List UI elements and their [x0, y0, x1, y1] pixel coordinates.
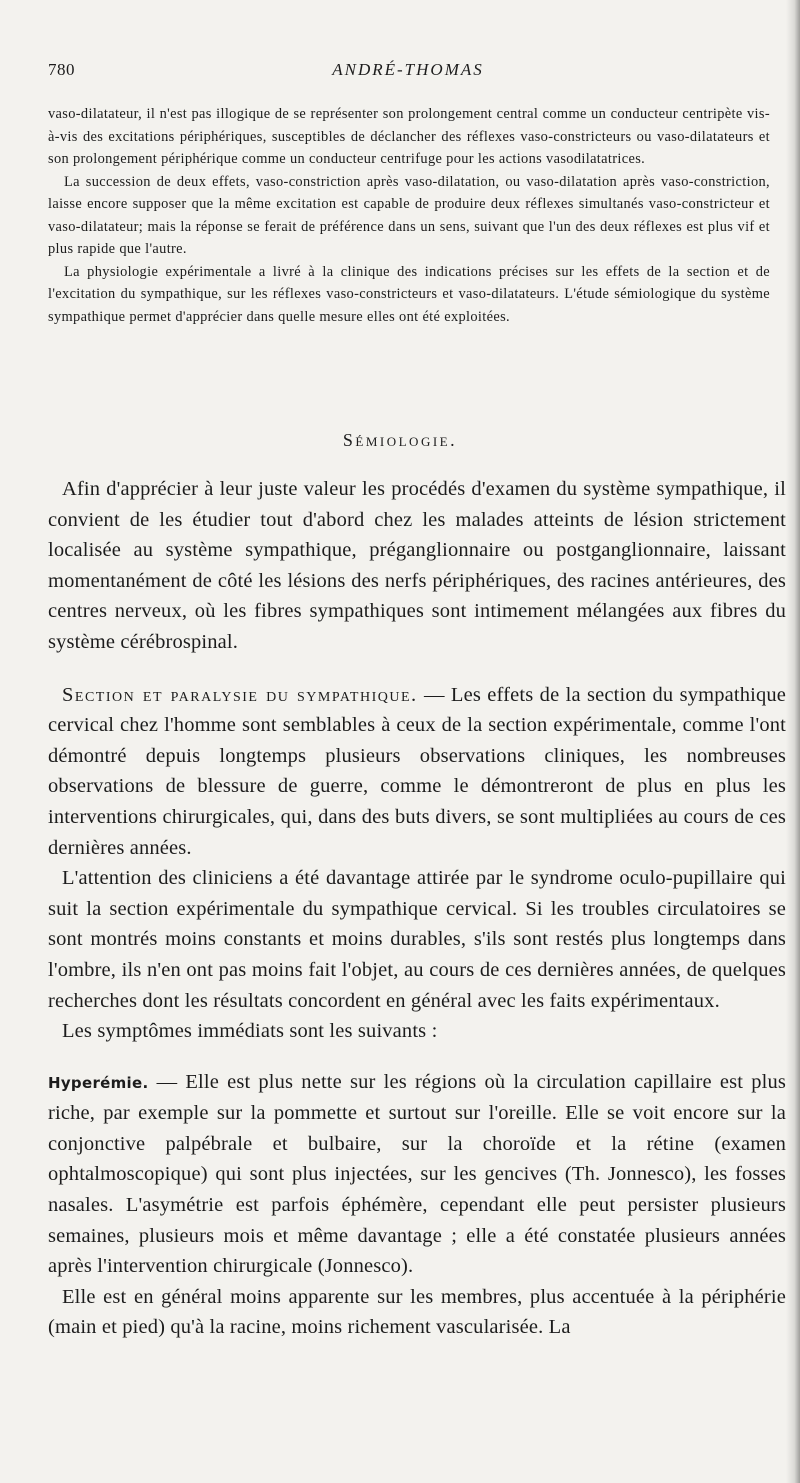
symptomes-line: Les symptômes immédiats sont les suivants : [62, 1020, 438, 1043]
hyperemie-paragraph [48, 1067, 786, 1282]
running-title: ANDRÉ-THOMAS [332, 60, 484, 79]
section-paralysie-heading: Section et paralysie du sympathique. [62, 683, 418, 706]
page-header [48, 60, 768, 88]
page-edge-shadow [786, 0, 800, 1483]
section-paralysie-paragraph [48, 680, 786, 864]
intro-paragraph: vaso-dilatateur, il n'est pas illogique de se représenter son prolongement central comme un conducteur centripète vis-à-vis des excitations périphériques, susceptibles de déclancher des réflexes vaso-constricteurs ou vaso-dilatateurs et son prolongement périphérique comme un conducteur centrifuge pour les actions vasodilatatrices. [48, 106, 770, 167]
semiologie-paragraph: Afin d'apprécier à leur juste valeur les procédés d'examen du système sympathique, il convient de les étudier tout d'abord chez les malades atteints de lésion strictement localisée au système sympathique, préganglionnaire ou postganglionnaire, laissant momentanément de côté les lésions des nerfs périphériques, des racines antérieures, des centres nerveux, où les fibres sympathiques sont intimement mélangées aux fibres du système cérébrospinal. [48, 478, 786, 653]
intro-paragraph: La succession de deux effets, vaso-constriction après vaso-dilatation, ou vaso-dilatation après vaso-constriction, laisse encore supposer que la même excitation est capable de produire deux réflexes simultanés vaso-constricteur et vaso-dilatateur; mais la réponse se ferait de préférence dans un sens, suivant que l'un des deux réflexes est plus vif et plus rapide que l'autre. [48, 173, 770, 257]
section-paralysie-text: — Les effets de la section du sympathique cervical chez l'homme sont semblables à ceux de la section expérimentale, comme l'ont démontré depuis longtemps plusieurs observations cliniques, les nombreuses observations de blessure de guerre, comme le démontreront de plus en plus les interventions chirurgicales, qui, dans des buts divers, se sont multipliées au cours de ces dernières années. [48, 683, 786, 859]
section-title: Sémiologie. [342, 430, 458, 450]
hyperemie-text: — Elle est plus nette sur les régions où la circulation capillaire est plus riche, par exemple sur la pommette et surtout sur l'oreille. Elle se voit encore sur la conjonctive palpébrale et bulbaire, sur la choroïde et la rétine (examen ophtalmoscopique) qui sont plus injectées, sur les gencives (Th. Jonnesco), les fosses nasales. L'asymétrie est parfois éphémère, cependant elle peut persister plusieurs semaines, plusieurs mois et même davantage ; elle a été constatée plusieurs années après l'intervention chirurgicale (Jonnesco). [48, 1070, 786, 1278]
hyperemie-label: Hyperémie. [48, 1073, 149, 1092]
main-text-block [48, 474, 786, 1343]
intro-paragraph: La physiologie expérimentale a livré à la clinique des indications précises sur les effets de la section et de l'excitation du sympathique, sur les réflexes vaso-constricteurs et vaso-dilatateurs. L'étude sémiologique du système sympathique permet d'apprécier dans quelle mesure elles ont été exploitées. [48, 263, 770, 325]
intro-text-block [48, 103, 770, 328]
attention-paragraph: L'attention des cliniciens a été davantage attirée par le syndrome oculo-pupillaire qui suit la section expérimentale du sympathique cervical. Si les troubles circulatoires se sont montrés moins constants et moins durables, s'ils sont restés plus longtemps dans l'ombre, ils n'en ont pas moins fait l'objet, au cours de ces dernières années, de quelques recherches dont les résultats concordent en général avec les faits expérimentaux. [48, 867, 786, 1012]
page-number: 780 [48, 60, 75, 79]
last-paragraph: Elle est en général moins apparente sur les membres, plus accentuée à la périphérie (main et pied) qu'à la racine, moins richement vascularisée. La [48, 1285, 786, 1339]
